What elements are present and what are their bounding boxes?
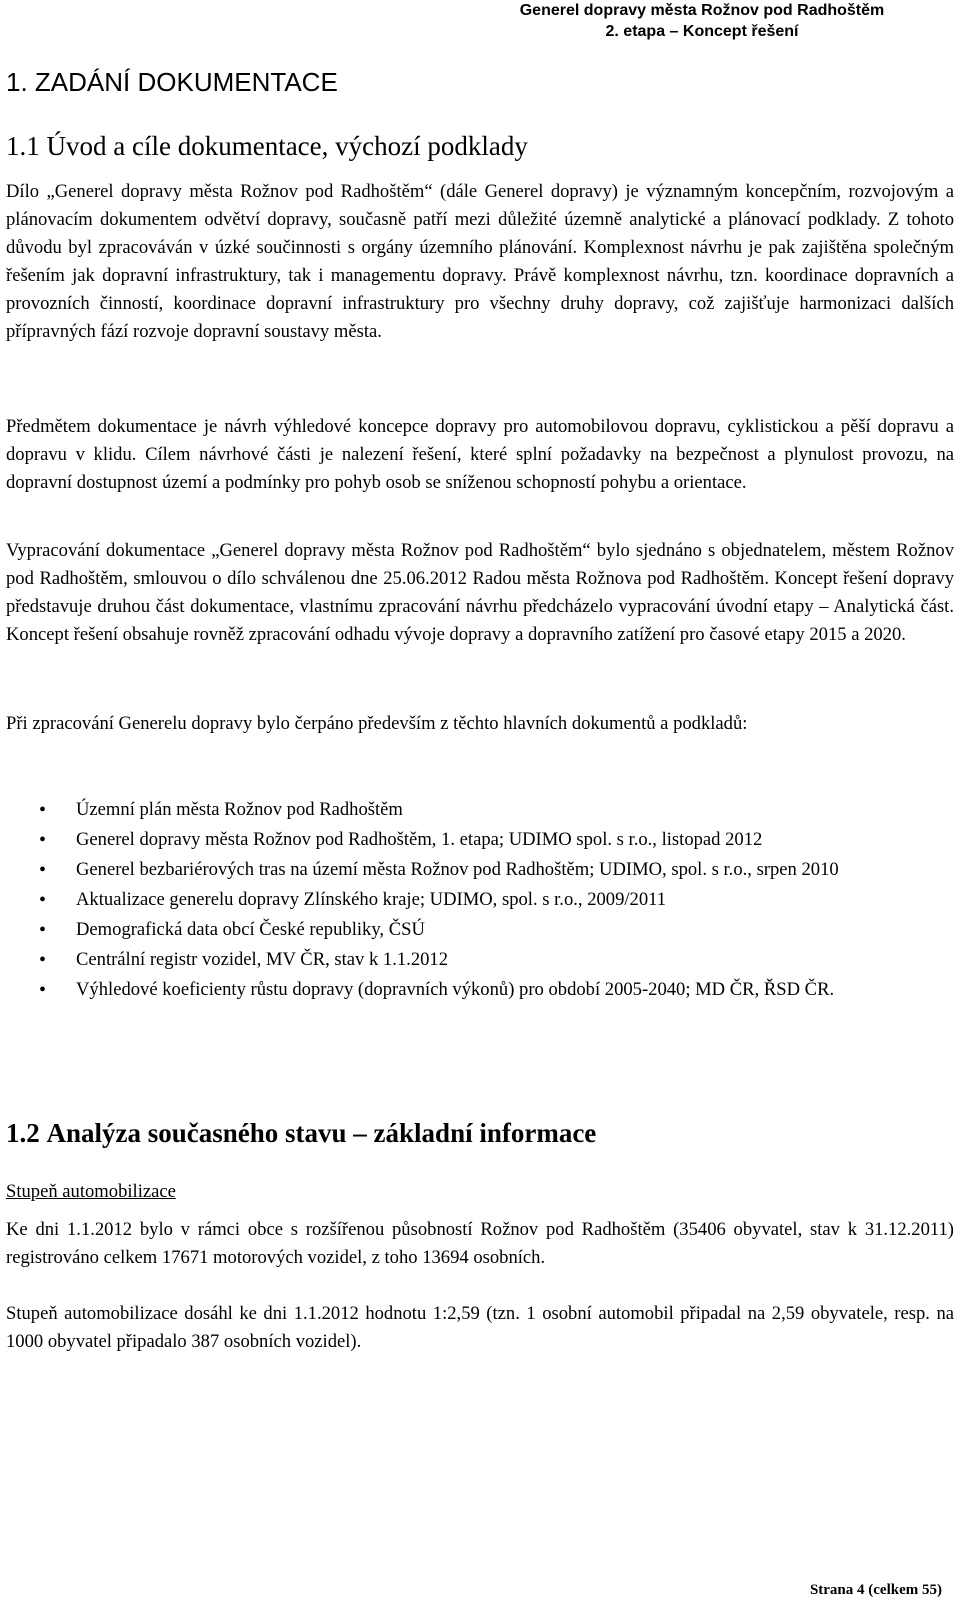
list-item: • Generel bezbariérových tras na území města Rožnov pod Radhoštěm; UDIMO, spol. s r.o., srpen 2010 (6, 856, 954, 884)
paragraph-motorization-rate: Stupeň automobilizace dosáhl ke dni 1.1.2012 hodnotu 1:2,59 (tzn. 1 osobní automobil připadal na 2,59 obyvatele, resp. na 1000 obyvatel připadalo 387 osobních vozidel). (6, 1303, 954, 1352)
list-item: • Centrální registr vozidel, MV ČR, stav k 1.1.2012 (6, 946, 954, 974)
header-document-title: Generel dopravy města Rožnov pod Radhoštěm (519, 2, 885, 19)
list-item: • Generel dopravy města Rožnov pod Radhoštěm, 1. etapa; UDIMO spol. s r.o., listopad 2012 (6, 826, 954, 854)
paragraph-intro: Dílo „Generel dopravy města Rožnov pod Radhoštěm“ (dále Generel dopravy) je významným koncepčním, rozvojovým a plánovacím dokumentem odvětví dopravy, současně patří mezi důležité územně analytické a plánovací podklady. Z tohoto důvodu byl zpracováván v úzké součinnosti s orgány územního plánování. Komplexnost návrhu je pak zajištěna společným řešením jak dopravní infrastruktury, tak i managementu dopravy. Právě komplexnost návrhu, tzn. koordinace dopravních a provozních činností, koordinace dopravní infrastruktury pro všechny druhy dopravy, což zajišťuje harmonizaci dalších přípravných fází rozvoje dopravní soustavy města. (6, 181, 954, 342)
subheading-motorization: Stupeň automobilizace (6, 1181, 176, 1202)
paragraph-subject: Předmětem dokumentace je návrh výhledové koncepce dopravy pro automobilovou dopravu, cyklistickou a pěší dopravu a dopravu v klidu. Cílem návrhové části je nalezení řešení, které splní požadavky na bezpečnost a plynulost provozu, na dopravní dostupnost území a podmínky pro pohyb osob se sníženou schopností pohybu a orientace. (6, 416, 954, 493)
list-item: • Demografická data obcí České republiky, ČSÚ (6, 916, 954, 944)
paragraph-vehicles: Ke dni 1.1.2012 bylo v rámci obce s rozšířenou působností Rožnov pod Radhoštěm (35406 obyvatel, stav k 31.12.2011) registrováno celkem 17671 motorových vozidel, z toho 13694 osobních. (6, 1219, 954, 1268)
section-title: Úvod a cíle dokumentace, výchozí podklady (46, 131, 528, 161)
section-heading-1-1 (6, 130, 528, 162)
list-item: • Územní plán města Rožnov pod Radhoštěm (6, 796, 954, 824)
section-title: Analýza současného stavu – základní informace (46, 1118, 597, 1148)
paragraph-sources-intro: Při zpracování Generelu dopravy bylo čerpáno především z těchto hlavních dokumentů a podkladů: (6, 713, 748, 734)
list-item: • Výhledové koeficienty růstu dopravy (dopravních výkonů) pro období 2005-2040; MD ČR, ŘSD ČR. (6, 976, 954, 1004)
section-number: 1.2 (6, 1118, 40, 1148)
sources-list (6, 796, 954, 1006)
list-item: • Aktualizace generelu dopravy Zlínského kraje; UDIMO, spol. s r.o., 2009/2011 (6, 886, 954, 914)
paragraph-contract: Vypracování dokumentace „Generel dopravy města Rožnov pod Radhoštěm“ bylo sjednáno s objednatelem, městem Rožnov pod Radhoštěm, smlouvou o dílo schválenou dne 25.06.2012 Radou města Rožnova pod Radhoštěm. Koncept řešení dopravy představuje druhou část dokumentace, vlastnímu zpracování návrhu předcházelo vypracování úvodní etapy – Analytická část. Koncept řešení obsahuje rovněž zpracování odhadu vývoje dopravy a dopravního zatížení pro časové etapy 2015 a 2020. (6, 540, 954, 645)
header-stage: 2. etapa – Koncept řešení (605, 23, 799, 40)
section-heading-1-2 (6, 1117, 596, 1149)
page-header (462, 0, 942, 42)
page-number: Strana 4 (celkem 55) (809, 1582, 942, 1598)
chapter-title: 1. ZADÁNÍ DOKUMENTACE (6, 67, 338, 97)
section-number: 1.1 (6, 131, 40, 161)
